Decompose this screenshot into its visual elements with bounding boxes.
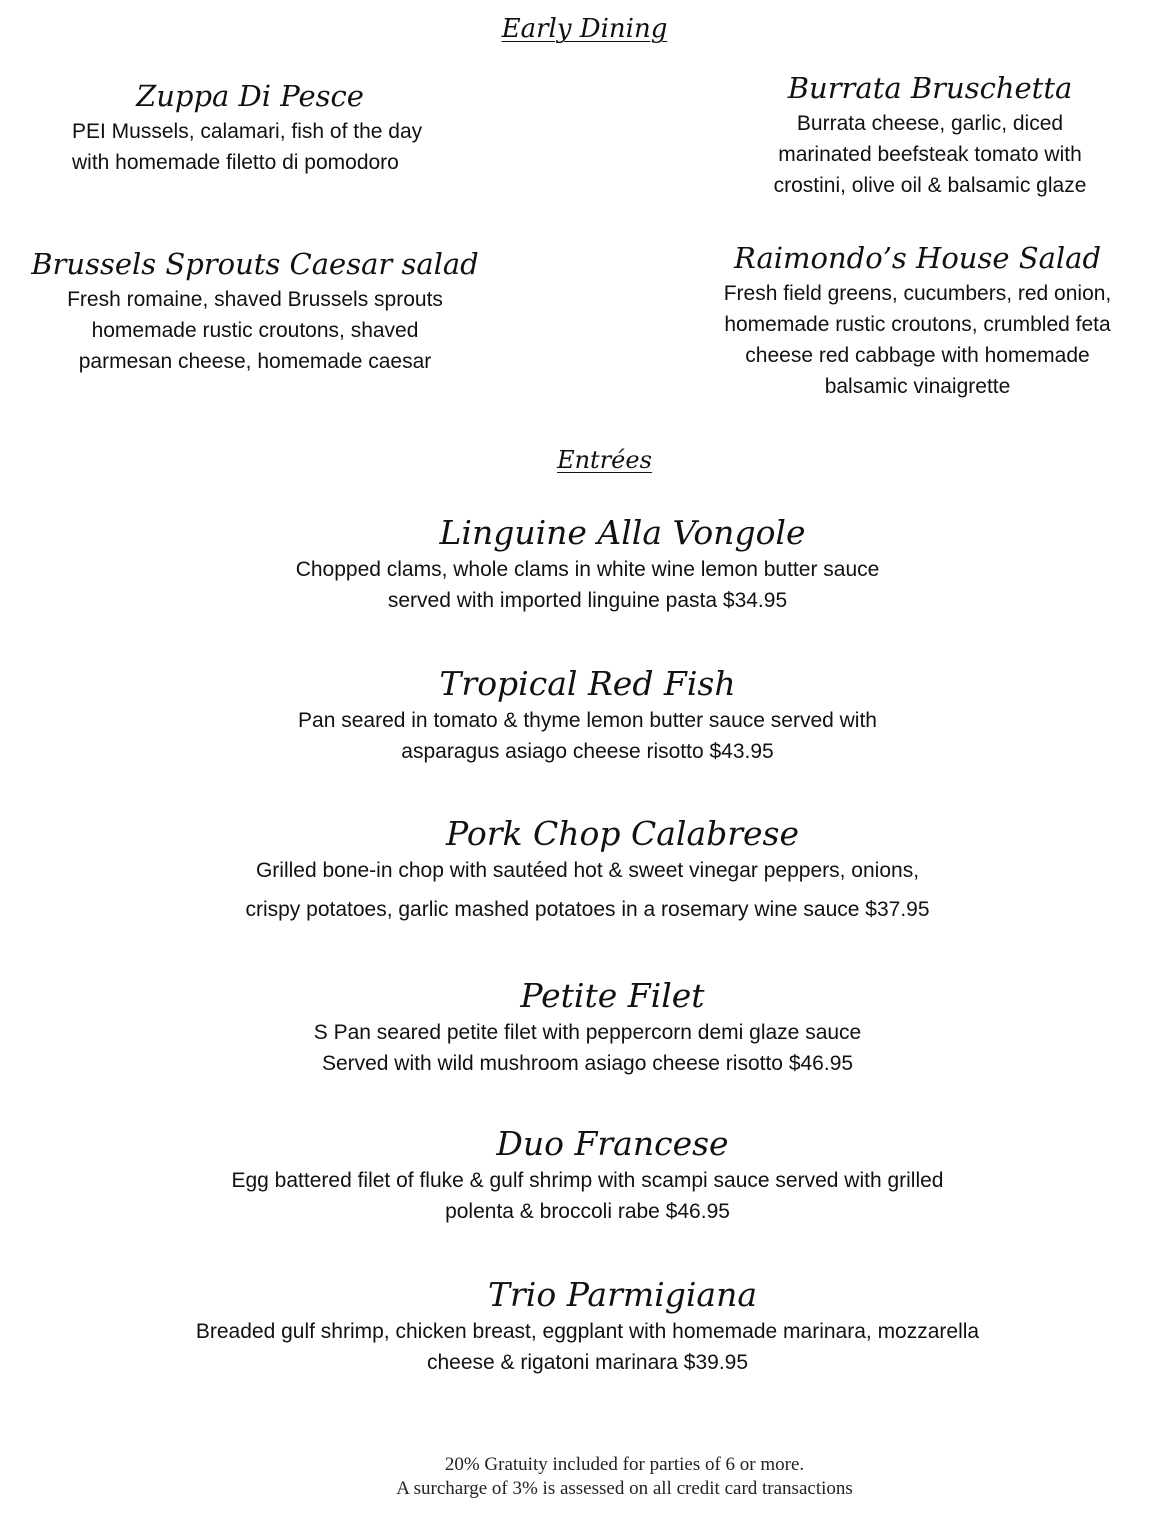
- item-name: Zuppa Di Pesce: [136, 79, 364, 113]
- section-title-early-dining: Early Dining: [501, 14, 668, 44]
- menu-item-burrata-bruschetta: [700, 70, 1160, 201]
- item-description-line: homemade rustic croutons, shaved: [91, 319, 419, 342]
- menu-item-petite-filet: [80, 975, 1095, 1079]
- item-description-line: homemade rustic croutons, crumbled feta: [724, 313, 1111, 336]
- item-name: Burrata Bruschetta: [787, 71, 1073, 105]
- item-description-line: PEI Mussels, calamari, fish of the day: [72, 120, 423, 143]
- item-name: Trio Parmigiana: [488, 1275, 757, 1314]
- item-description-line: Chopped clams, whole clams in white wine lemon butter sauce: [295, 558, 880, 581]
- item-description-line: crispy potatoes, garlic mashed potatoes in a rosemary wine sauce $37.95: [245, 898, 930, 921]
- menu-item-trio-parmigiana: [80, 1274, 1095, 1378]
- item-name: Tropical Red Fish: [439, 664, 736, 703]
- item-description-line: crostini, olive oil & balsamic glaze: [773, 174, 1087, 197]
- item-name: Linguine Alla Vongole: [439, 513, 806, 552]
- item-description-line: asparagus asiago cheese risotto $43.95: [401, 740, 774, 763]
- item-description-line: Served with wild mushroom asiago cheese risotto $46.95: [321, 1052, 854, 1075]
- item-name: Duo Francese: [496, 1124, 729, 1163]
- menu-item-brussels-sprouts-caesar-salad: [20, 246, 490, 377]
- item-description-line: parmesan cheese, homemade caesar: [78, 350, 432, 373]
- item-description-line: cheese & rigatoni marinara $39.95: [426, 1351, 749, 1374]
- item-description-line: cheese red cabbage with homemade: [745, 344, 1090, 367]
- item-description-line: Grilled bone-in chop with sautéed hot & sweet vinegar peppers, onions,: [255, 859, 920, 882]
- item-name: Raimondo’s House Salad: [733, 241, 1102, 275]
- surcharge-note: A surcharge of 3% is assessed on all credit card transactions: [396, 1478, 853, 1499]
- menu-item-tropical-red-fish: [80, 663, 1095, 767]
- item-description-line: Egg battered filet of fluke & gulf shrimp with scampi sauce served with grilled: [231, 1169, 944, 1192]
- item-name: Petite Filet: [520, 976, 705, 1015]
- item-description-line: Fresh field greens, cucumbers, red onion,: [723, 282, 1112, 305]
- menu-item-zuppa-di-pesce: [40, 78, 500, 178]
- gratuity-note: 20% Gratuity included for parties of 6 or more.: [444, 1454, 805, 1475]
- item-description-line: Fresh romaine, shaved Brussels sprouts: [67, 288, 443, 311]
- item-name: Brussels Sprouts Caesar salad: [31, 247, 479, 281]
- item-description-line: Breaded gulf shrimp, chicken breast, eggplant with homemade marinara, mozzarella: [195, 1320, 980, 1343]
- item-description-line: with homemade filetto di pomodoro: [72, 151, 399, 174]
- item-description-line: polenta & broccoli rabe $46.95: [445, 1200, 730, 1223]
- section-title-entrees: Entrées: [557, 446, 652, 474]
- item-name: Pork Chop Calabrese: [445, 814, 800, 853]
- menu-item-linguine-alla-vongole: [80, 512, 1095, 616]
- footer-notes: [0, 1453, 1169, 1501]
- item-description-line: Pan seared in tomato & thyme lemon butter sauce served with: [298, 709, 877, 732]
- item-description-line: marinated beefsteak tomato with: [778, 143, 1082, 166]
- item-description-line: balsamic vinaigrette: [824, 375, 1011, 398]
- item-description-line: served with imported linguine pasta $34.95: [387, 589, 788, 612]
- menu-item-duo-francese: [80, 1123, 1095, 1227]
- menu-item-raimondos-house-salad: [685, 240, 1150, 402]
- menu-item-pork-chop-calabrese: [80, 813, 1095, 925]
- item-description-line: S Pan seared petite filet with peppercorn demi glaze sauce: [313, 1021, 862, 1044]
- item-description-line: Burrata cheese, garlic, diced: [796, 112, 1064, 135]
